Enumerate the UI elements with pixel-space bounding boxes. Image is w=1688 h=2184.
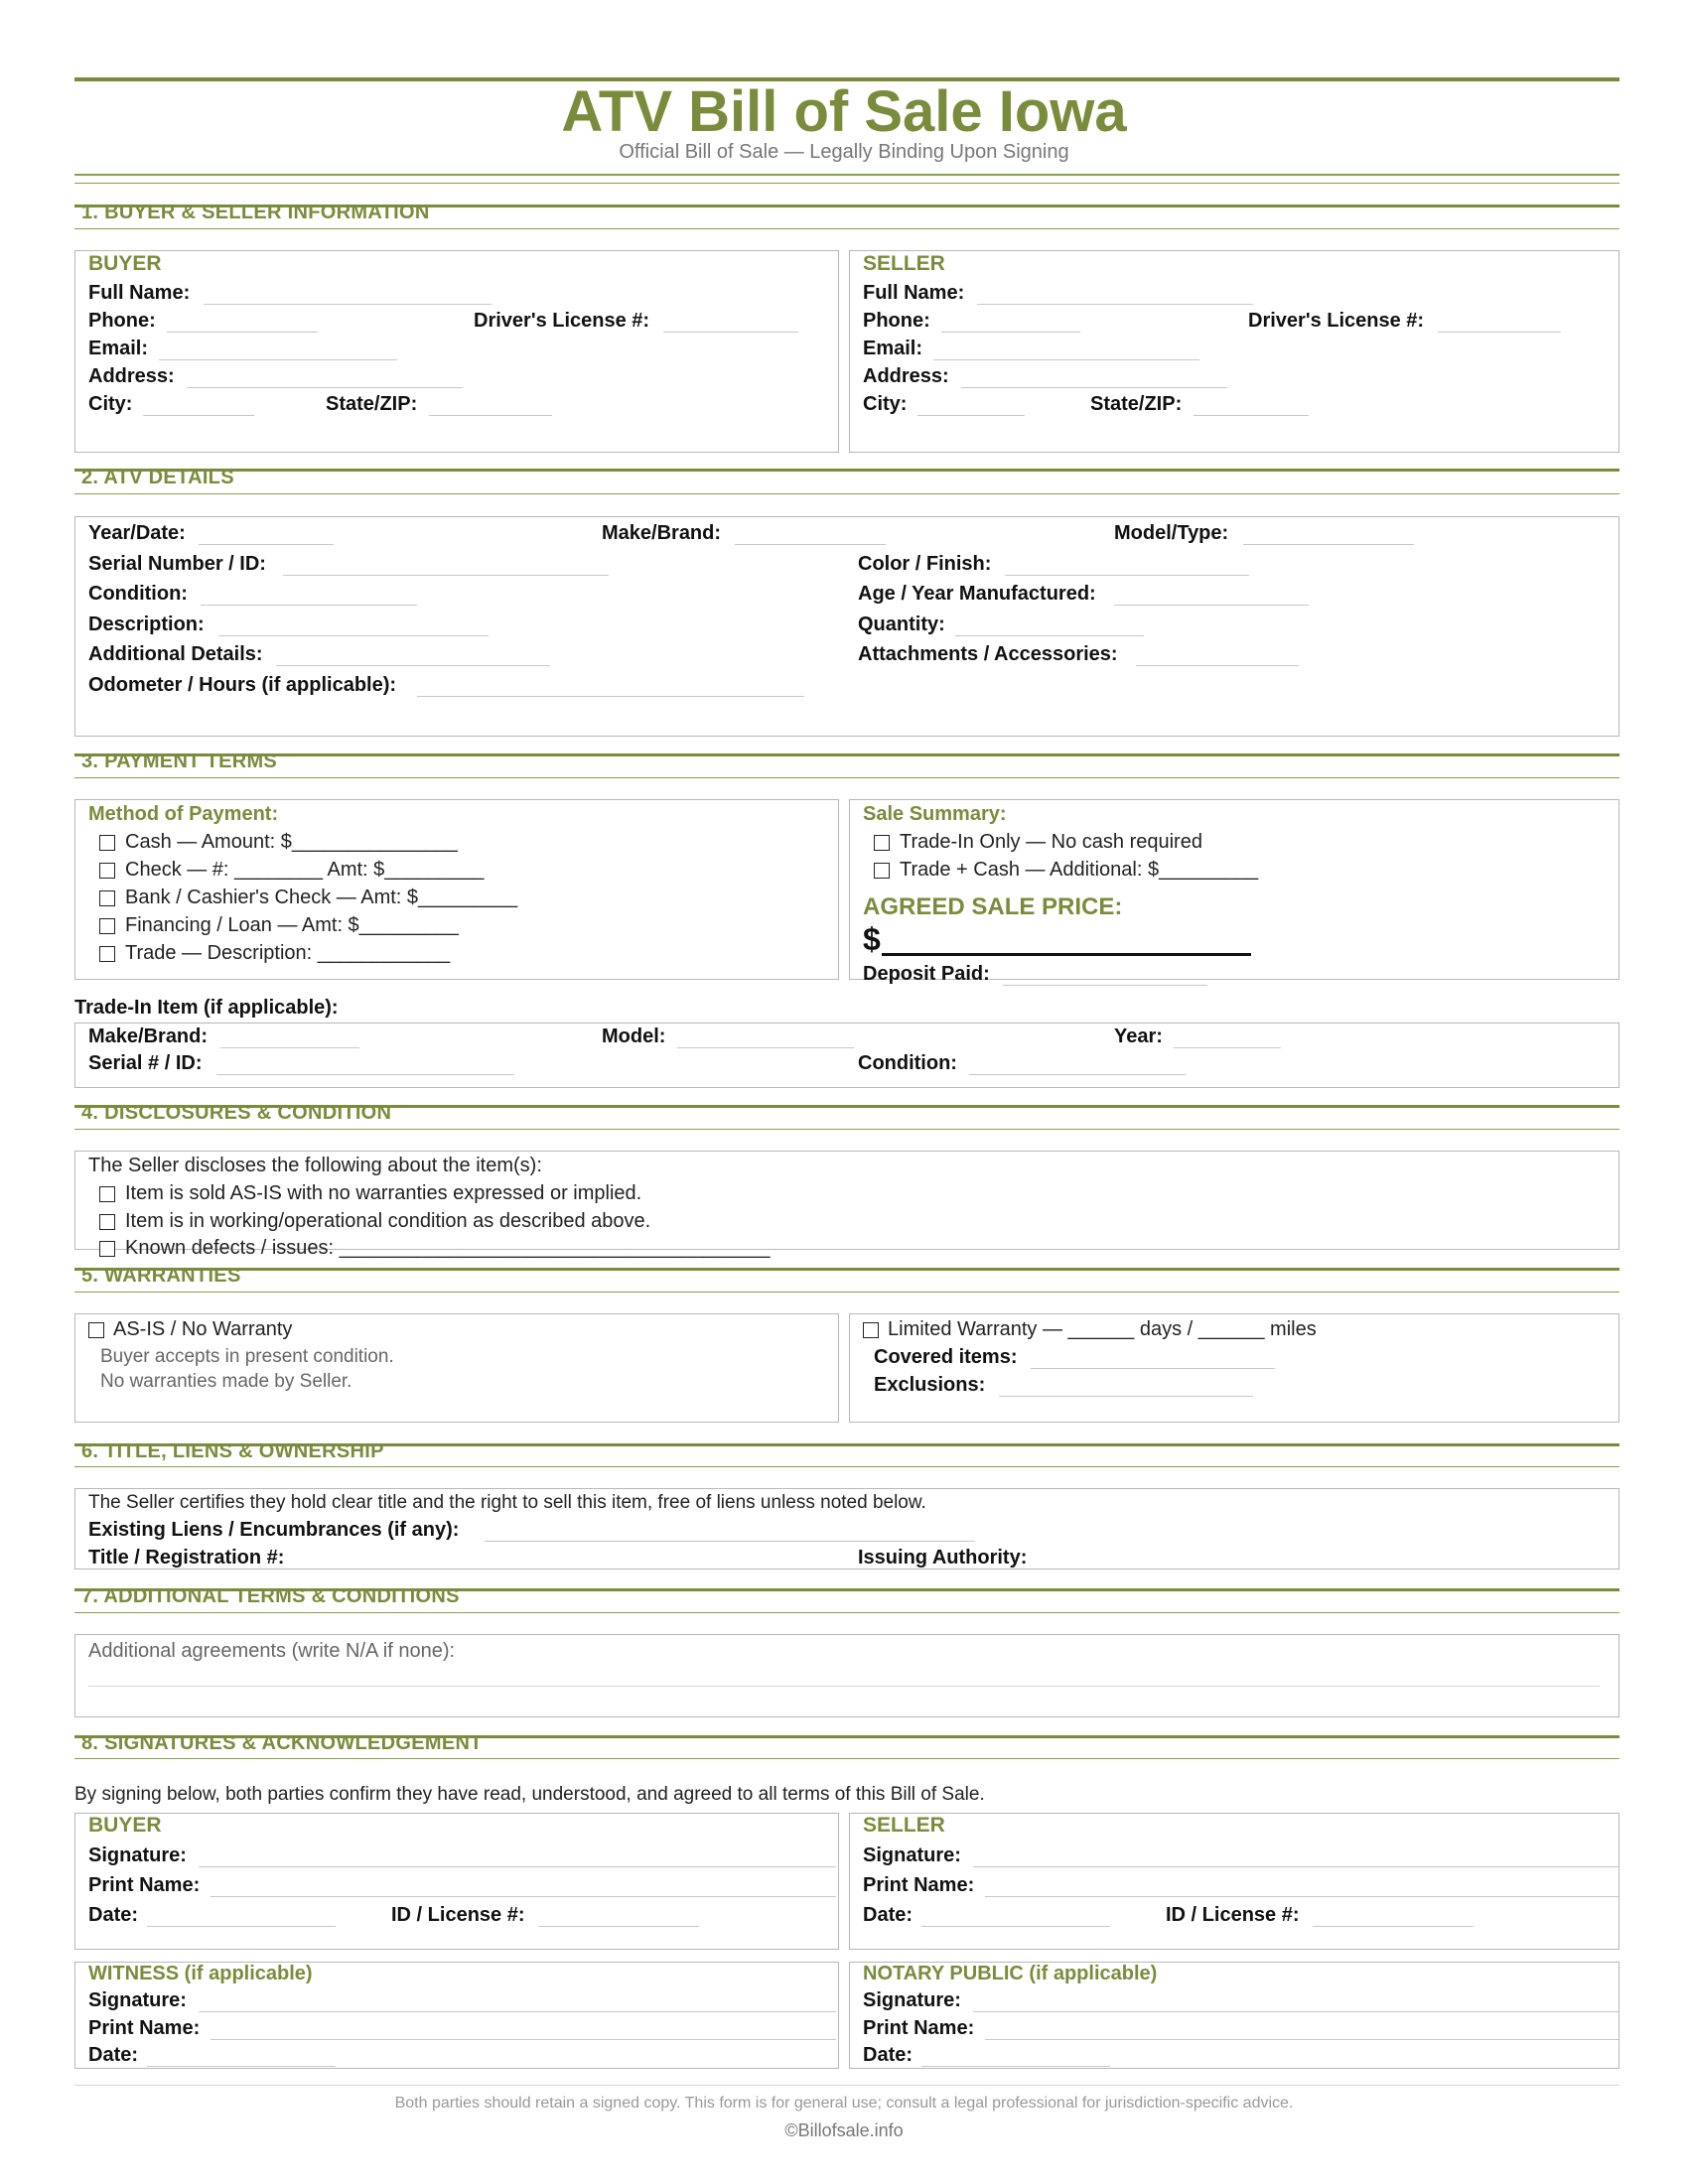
atv-serial-field[interactable] (283, 575, 609, 576)
atv-condition-label: Condition: (88, 583, 188, 605)
buyer-phone-field[interactable] (167, 332, 318, 333)
trade-in-box (74, 1023, 1619, 1088)
atv-serial-label: Serial Number / ID: (88, 553, 266, 575)
section-rule-thin (74, 1466, 1619, 1467)
payment-method-heading: Method of Payment: (88, 803, 279, 825)
section-heading-payment-terms: 3. PAYMENT TERMS (81, 751, 278, 772)
liens-field[interactable] (485, 1541, 975, 1542)
limited-warranty-checkbox[interactable] (863, 1322, 879, 1338)
atv-attachments-field[interactable] (1136, 665, 1299, 666)
buyer-id-license-label: ID / License #: (391, 1904, 525, 1926)
trade-in-serial-field[interactable] (216, 1074, 514, 1075)
atv-make-field[interactable] (735, 544, 886, 545)
section-rule-thin (74, 1129, 1619, 1130)
notary-heading: NOTARY PUBLIC (if applicable) (863, 1963, 1158, 1984)
section-heading-additional-terms: 7. ADDITIONAL TERMS & CONDITIONS (81, 1585, 460, 1607)
section-rule (74, 469, 1619, 472)
section-rule (74, 1268, 1619, 1271)
trade-in-condition-label: Condition: (858, 1052, 957, 1074)
seller-full-name-field[interactable] (977, 304, 1253, 305)
buyer-email-label: Email: (88, 338, 149, 359)
trade-cash-checkbox[interactable] (874, 863, 890, 879)
trade-in-make-field[interactable] (220, 1047, 359, 1048)
atv-age-label: Age / Year Manufactured: (858, 583, 1096, 605)
known-defects-checkbox[interactable] (99, 1241, 115, 1257)
seller-dl-field[interactable] (1438, 332, 1561, 333)
buyer-address-label: Address: (88, 365, 175, 387)
additional-terms-note: Additional agreements (write N/A if none): (88, 1640, 456, 1662)
buyer-id-license-field[interactable] (538, 1926, 699, 1927)
atv-model-field[interactable] (1243, 544, 1414, 545)
seller-email-field[interactable] (933, 359, 1199, 360)
buyer-info-box (74, 250, 839, 453)
no-warranty-note-1: Buyer accepts in present condition. (100, 1346, 394, 1367)
atv-attachments-label: Attachments / Accessories: (858, 643, 1118, 665)
seller-date-label: Date: (863, 1904, 914, 1926)
witness-heading: WITNESS (if applicable) (88, 1963, 313, 1984)
as-is-label: Item is sold AS-IS with no warranties expressed or implied. (125, 1182, 642, 1204)
atv-quantity-field[interactable] (955, 635, 1144, 636)
seller-dl-label: Driver's License #: (1248, 310, 1425, 332)
atv-additional-field[interactable] (276, 665, 550, 666)
section-rule-thin (74, 1758, 1619, 1759)
exclusions-label: Exclusions: (874, 1374, 986, 1396)
deposit-paid-field[interactable] (1003, 985, 1207, 986)
section-heading-disclosures: 4. DISCLOSURES & CONDITION (81, 1102, 392, 1124)
witness-date-field[interactable] (147, 2066, 336, 2067)
seller-id-license-label: ID / License #: (1166, 1904, 1300, 1926)
notary-print-name-field[interactable] (985, 2039, 1618, 2040)
footer-rule (74, 2085, 1619, 2086)
buyer-signature-field[interactable] (199, 1866, 836, 1867)
atv-description-label: Description: (88, 614, 205, 635)
atv-additional-label: Additional Details: (88, 643, 263, 665)
trade-in-serial-label: Serial # / ID: (88, 1052, 203, 1074)
header-rule-thin (74, 183, 1619, 184)
atv-make-label: Make/Brand: (602, 522, 722, 544)
atv-year-label: Year/Date: (88, 522, 186, 544)
seller-signature-label: Signature: (863, 1844, 961, 1866)
section-heading-signatures: 8. SIGNATURES & ACKNOWLEDGEMENT (81, 1732, 483, 1754)
section-heading-atv-details: 2. ATV DETAILS (81, 467, 234, 488)
section-rule (74, 753, 1619, 756)
payment-check-label: Check — #: ________ Amt: $_________ (125, 859, 485, 881)
atv-condition-field[interactable] (201, 605, 417, 606)
signatures-intro: By signing below, both parties confirm they have read, understood, and agreed to all terms of this Bill of Sale. (74, 1784, 985, 1805)
trade-in-condition-field[interactable] (969, 1074, 1186, 1075)
section-heading-buyer-seller: 1. BUYER & SELLER INFORMATION (81, 202, 430, 223)
witness-signature-label: Signature: (88, 1989, 187, 2011)
no-warranty-note-2: No warranties made by Seller. (100, 1371, 352, 1392)
section-rule-thin (74, 1612, 1619, 1613)
section-rule-thin (74, 493, 1619, 494)
buyer-city-field[interactable] (143, 415, 254, 416)
additional-terms-field[interactable] (88, 1686, 1600, 1687)
agreed-sale-price-label: AGREED SALE PRICE: (863, 893, 1123, 920)
buyer-dl-label: Driver's License #: (474, 310, 650, 332)
no-warranty-checkbox[interactable] (88, 1322, 104, 1338)
sale-summary-heading: Sale Summary: (863, 803, 1007, 825)
buyer-signature-heading: BUYER (88, 1814, 162, 1837)
title-registration-label: Title / Registration #: (88, 1547, 285, 1569)
seller-info-box (849, 250, 1619, 453)
seller-address-field[interactable] (961, 387, 1227, 388)
footer-copyright: ©Billofsale.info (784, 2120, 904, 2140)
witness-print-name-field[interactable] (211, 2039, 836, 2040)
section-heading-title-liens: 6. TITLE, LIENS & OWNERSHIP (81, 1440, 384, 1462)
notary-date-field[interactable] (921, 2066, 1110, 2067)
disclosures-intro: The Seller discloses the following about the item(s): (88, 1155, 542, 1176)
section-heading-warranties: 5. WARRANTIES (81, 1265, 241, 1287)
trade-in-model-field[interactable] (677, 1047, 854, 1048)
seller-id-license-field[interactable] (1313, 1926, 1474, 1927)
deposit-paid-label: Deposit Paid: (863, 963, 990, 985)
notary-signature-label: Signature: (863, 1989, 961, 2011)
atv-model-label: Model/Type: (1114, 522, 1229, 544)
payment-financing-checkbox[interactable] (99, 918, 115, 934)
seller-statezip-label: State/ZIP: (1090, 393, 1183, 415)
atv-age-field[interactable] (1114, 605, 1309, 606)
trade-only-label: Trade-In Only — No cash required (900, 831, 1202, 853)
seller-city-field[interactable] (917, 415, 1025, 416)
buyer-statezip-label: State/ZIP: (326, 393, 418, 415)
section-rule-thin (74, 228, 1619, 229)
seller-phone-field[interactable] (941, 332, 1080, 333)
sale-price-dollar-sign: $ (863, 921, 881, 957)
atv-odometer-field[interactable] (417, 696, 804, 697)
trade-in-make-label: Make/Brand: (88, 1025, 209, 1047)
seller-signature-heading: SELLER (863, 1814, 945, 1837)
seller-signature-field[interactable] (973, 1866, 1618, 1867)
payment-check-checkbox[interactable] (99, 863, 115, 879)
as-is-checkbox[interactable] (99, 1186, 115, 1202)
trade-cash-label: Trade + Cash — Additional: $_________ (900, 859, 1259, 881)
exclusions-field[interactable] (999, 1396, 1253, 1397)
liens-label: Existing Liens / Encumbrances (if any): (88, 1519, 460, 1541)
buyer-full-name-field[interactable] (204, 304, 492, 305)
seller-date-field[interactable] (921, 1926, 1110, 1927)
atv-description-field[interactable] (218, 635, 489, 636)
no-warranty-label: AS-IS / No Warranty (113, 1318, 293, 1340)
seller-full-name-label: Full Name: (863, 282, 965, 304)
page-subtitle: Official Bill of Sale — Legally Binding Upon Signing (619, 141, 1069, 163)
seller-email-label: Email: (863, 338, 923, 359)
buyer-date-label: Date: (88, 1904, 139, 1926)
seller-city-label: City: (863, 393, 908, 415)
buyer-phone-label: Phone: (88, 310, 156, 332)
working-condition-label: Item is in working/operational condition as described above. (125, 1210, 651, 1232)
footer-note: Both parties should retain a signed copy. This form is for general use; consult a legal professional for jurisdiction-specific advice. (394, 2095, 1294, 2112)
payment-bank-label: Bank / Cashier's Check — Amt: $_________ (125, 887, 518, 908)
trade-in-heading: Trade-In Item (if applicable): (74, 997, 339, 1019)
buyer-print-name-field[interactable] (211, 1896, 836, 1897)
atv-color-label: Color / Finish: (858, 553, 992, 575)
seller-heading: SELLER (863, 252, 945, 275)
issuing-authority-label: Issuing Authority: (858, 1547, 1028, 1569)
trade-in-year-label: Year: (1114, 1025, 1163, 1047)
section-rule-thin (74, 777, 1619, 778)
buyer-signature-label: Signature: (88, 1844, 187, 1866)
seller-print-name-label: Print Name: (863, 1874, 975, 1896)
covered-items-field[interactable] (1031, 1368, 1275, 1369)
trade-in-year-field[interactable] (1174, 1047, 1281, 1048)
atv-color-field[interactable] (1005, 575, 1249, 576)
buyer-print-name-label: Print Name: (88, 1874, 201, 1896)
atv-year-field[interactable] (199, 544, 334, 545)
payment-bank-checkbox[interactable] (99, 890, 115, 906)
notary-date-label: Date: (863, 2044, 914, 2066)
buyer-dl-field[interactable] (663, 332, 798, 333)
section-rule-thin (74, 1292, 1619, 1293)
witness-date-label: Date: (88, 2044, 139, 2066)
trade-in-model-label: Model: (602, 1025, 666, 1047)
notary-signature-field[interactable] (973, 2011, 1618, 2012)
limited-warranty-label: Limited Warranty — ______ days / ______ miles (888, 1318, 1317, 1340)
buyer-email-field[interactable] (159, 359, 397, 360)
payment-cash-label: Cash — Amount: $_______________ (125, 831, 458, 853)
seller-address-label: Address: (863, 365, 949, 387)
page-title: ATV Bill of Sale Iowa (561, 79, 1127, 144)
known-defects-label: Known defects / issues: _______________________________________ (125, 1237, 771, 1259)
trade-only-checkbox[interactable] (874, 835, 890, 851)
payment-financing-label: Financing / Loan — Amt: $_________ (125, 914, 459, 936)
covered-items-label: Covered items: (874, 1346, 1018, 1368)
sale-price-field[interactable] (882, 953, 1251, 956)
buyer-city-label: City: (88, 393, 133, 415)
header-rule (74, 174, 1619, 176)
buyer-date-field[interactable] (147, 1926, 336, 1927)
payment-trade-label: Trade — Description: ____________ (125, 942, 451, 964)
buyer-address-field[interactable] (187, 387, 463, 388)
title-certification-text: The Seller certifies they hold clear title and the right to sell this item, free of liens unless noted below. (88, 1492, 926, 1513)
atv-odometer-label: Odometer / Hours (if applicable): (88, 674, 397, 696)
atv-details-box (74, 516, 1619, 737)
seller-print-name-field[interactable] (985, 1896, 1618, 1897)
seller-phone-label: Phone: (863, 310, 930, 332)
witness-print-name-label: Print Name: (88, 2017, 201, 2039)
witness-signature-field[interactable] (199, 2011, 836, 2012)
buyer-statezip-field[interactable] (429, 415, 552, 416)
payment-trade-checkbox[interactable] (99, 946, 115, 962)
working-condition-checkbox[interactable] (99, 1214, 115, 1230)
notary-print-name-label: Print Name: (863, 2017, 975, 2039)
buyer-full-name-label: Full Name: (88, 282, 191, 304)
seller-statezip-field[interactable] (1194, 415, 1309, 416)
atv-quantity-label: Quantity: (858, 614, 945, 635)
payment-cash-checkbox[interactable] (99, 835, 115, 851)
buyer-heading: BUYER (88, 252, 162, 275)
